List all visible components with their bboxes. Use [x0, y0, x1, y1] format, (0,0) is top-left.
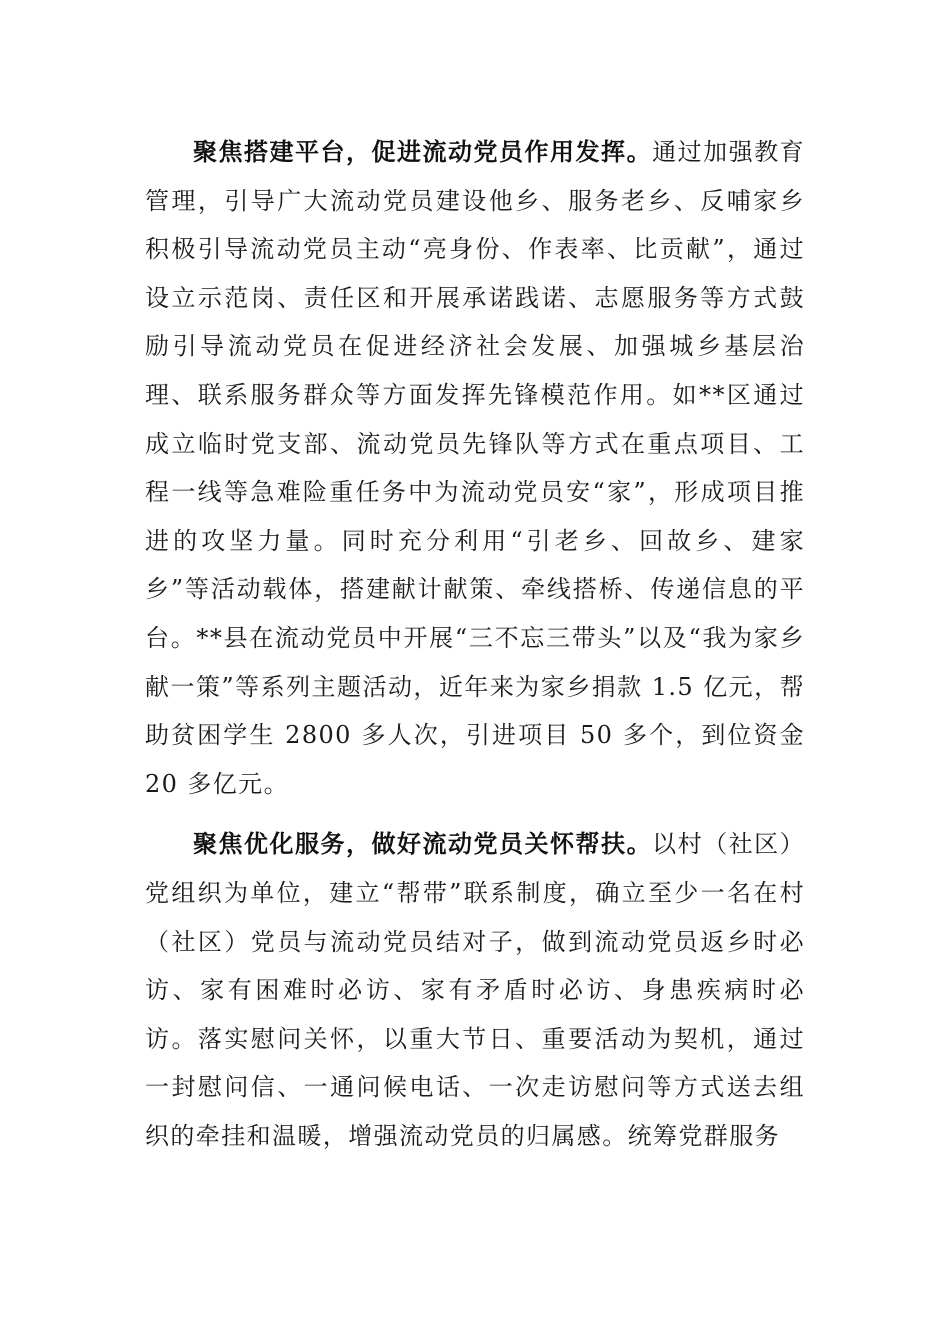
paragraph-text: 以村（社区）党组织为单位，建立“帮带”联系制度，确立至少一名在村（社区）党员与流动党员结对子，做到流动党员返乡时必访、家有困难时必访、家有矛盾时必访、身患疾病时必访。落实慰问关怀，以重大节日、重要活动为契机，通过一封慰问信、一通问候电话、一次走访慰问等方式送去组织的牵挂和温暖，增强流动党员的归属感。统筹党群服务	[145, 830, 805, 1150]
paragraph-heading: 聚焦优化服务，做好流动党员关怀帮扶。	[193, 829, 653, 859]
paragraph-heading: 聚焦搭建平台，促进流动党员作用发挥。	[193, 137, 653, 166]
paragraph-text: 通过加强教育管理，引导广大流动党员建设他乡、服务老乡、反哺家乡积极引导流动党员主动“亮身份、作表率、比贡献”，通过设立示范岗、责任区和开展承诺践诺、志愿服务等方式鼓励引导流动党员在促进经济社会发展、加强城乡基层治理、联系服务群众等方面发挥先锋模范作用。如**区通过成立临时党支部、流动党员先锋队等方式在重点项目、工程一线等急难险重任务中为流动党员安“家”，形成项目推进的攻坚力量。同时充分利用“引老乡、回故乡、建家乡”等活动载体，搭建献计献策、牵线搭桥、传递信息的平台。**县在流动党员中开展“三不忘三带头”以及“我为家乡献一策”等系列主题活动，近年来为家乡捐款 1.5 亿元，帮助贫困学生 2800 多人次，引进项目 50 多个，到位资金 20 多亿元。	[145, 138, 805, 798]
paragraph-platform	[145, 128, 805, 808]
document-body	[145, 128, 805, 1172]
paragraph-service	[145, 820, 805, 1160]
